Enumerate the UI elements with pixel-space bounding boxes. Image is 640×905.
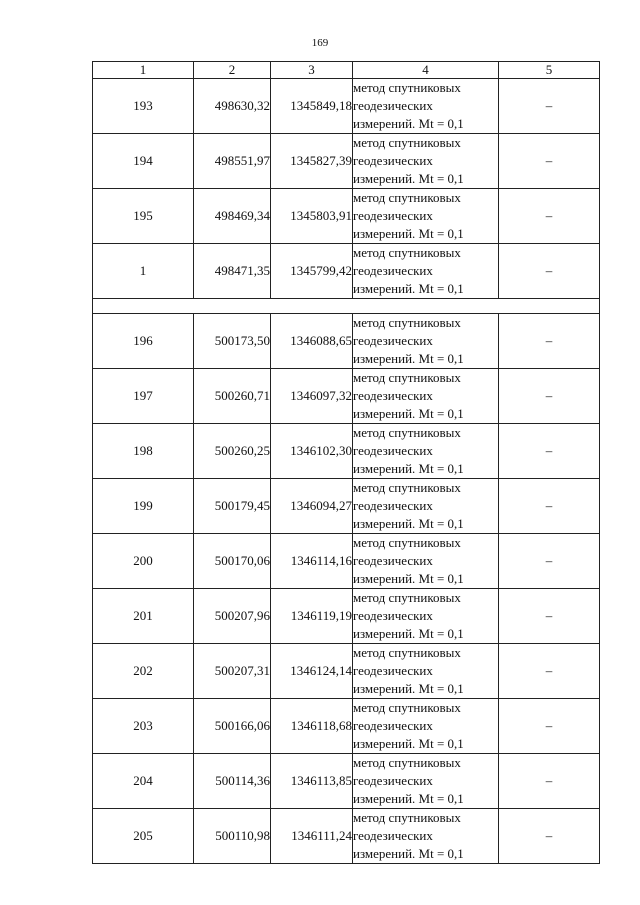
method-line: метод спутниковых <box>353 135 461 150</box>
accuracy-dash: – <box>499 754 600 809</box>
point-number: 198 <box>93 424 194 479</box>
table-row <box>93 809 600 864</box>
point-number: 201 <box>93 589 194 644</box>
coordinate-x: 500110,98 <box>194 809 271 864</box>
accuracy-dash: – <box>499 589 600 644</box>
section-separator-row <box>93 299 600 314</box>
method-description <box>353 589 499 644</box>
method-line: геодезических <box>353 498 433 513</box>
table-row <box>93 589 600 644</box>
coordinate-y: 1346119,19 <box>271 589 353 644</box>
method-description <box>353 699 499 754</box>
method-description <box>353 644 499 699</box>
accuracy-dash: – <box>499 534 600 589</box>
accuracy-dash: – <box>499 244 600 299</box>
method-description <box>353 809 499 864</box>
method-description <box>353 369 499 424</box>
coordinate-y: 1346097,32 <box>271 369 353 424</box>
method-description <box>353 534 499 589</box>
method-line: измерений. Mt = 0,1 <box>353 116 464 131</box>
coordinate-x: 500166,06 <box>194 699 271 754</box>
table-row <box>93 479 600 534</box>
coordinate-y: 1346118,68 <box>271 699 353 754</box>
method-line: измерений. Mt = 0,1 <box>353 791 464 806</box>
coordinate-x: 498469,34 <box>194 189 271 244</box>
table-row <box>93 699 600 754</box>
method-line: измерений. Mt = 0,1 <box>353 226 464 241</box>
method-line: геодезических <box>353 718 433 733</box>
method-line: измерений. Mt = 0,1 <box>353 461 464 476</box>
method-line: измерений. Mt = 0,1 <box>353 281 464 296</box>
accuracy-dash: – <box>499 314 600 369</box>
coordinate-x: 500114,36 <box>194 754 271 809</box>
coordinate-x: 500260,71 <box>194 369 271 424</box>
header-cell-5: 5 <box>499 62 600 79</box>
point-number: 193 <box>93 79 194 134</box>
method-line: метод спутниковых <box>353 425 461 440</box>
method-line: геодезических <box>353 98 433 113</box>
coordinate-x: 498630,32 <box>194 79 271 134</box>
accuracy-dash: – <box>499 369 600 424</box>
point-number: 196 <box>93 314 194 369</box>
method-description <box>353 424 499 479</box>
method-description <box>353 134 499 189</box>
point-number: 195 <box>93 189 194 244</box>
method-line: геодезических <box>353 828 433 843</box>
method-line: геодезических <box>353 553 433 568</box>
point-number: 204 <box>93 754 194 809</box>
method-line: геодезических <box>353 443 433 458</box>
point-number: 202 <box>93 644 194 699</box>
point-number: 203 <box>93 699 194 754</box>
method-line: метод спутниковых <box>353 645 461 660</box>
method-line: метод спутниковых <box>353 245 461 260</box>
header-cell-4: 4 <box>353 62 499 79</box>
method-line: измерений. Mt = 0,1 <box>353 171 464 186</box>
coordinate-y: 1346114,16 <box>271 534 353 589</box>
method-line: измерений. Mt = 0,1 <box>353 846 464 861</box>
coordinate-x: 498551,97 <box>194 134 271 189</box>
method-line: метод спутниковых <box>353 480 461 495</box>
table-header-row <box>93 62 600 79</box>
coordinate-y: 1345827,39 <box>271 134 353 189</box>
method-description <box>353 754 499 809</box>
method-description <box>353 244 499 299</box>
method-description <box>353 189 499 244</box>
header-cell-2: 2 <box>194 62 271 79</box>
method-line: метод спутниковых <box>353 190 461 205</box>
accuracy-dash: – <box>499 699 600 754</box>
coordinate-y: 1346111,24 <box>271 809 353 864</box>
coordinate-y: 1346102,30 <box>271 424 353 479</box>
method-line: геодезических <box>353 608 433 623</box>
method-line: геодезических <box>353 388 433 403</box>
method-line: метод спутниковых <box>353 315 461 330</box>
accuracy-dash: – <box>499 479 600 534</box>
method-description <box>353 314 499 369</box>
method-line: геодезических <box>353 208 433 223</box>
accuracy-dash: – <box>499 809 600 864</box>
method-line: измерений. Mt = 0,1 <box>353 406 464 421</box>
method-line: метод спутниковых <box>353 535 461 550</box>
accuracy-dash: – <box>499 644 600 699</box>
method-line: геодезических <box>353 263 433 278</box>
table-row <box>93 369 600 424</box>
method-line: измерений. Mt = 0,1 <box>353 351 464 366</box>
table-row <box>93 314 600 369</box>
coordinate-x: 498471,35 <box>194 244 271 299</box>
table-row <box>93 424 600 479</box>
method-line: измерений. Mt = 0,1 <box>353 736 464 751</box>
point-number: 1 <box>93 244 194 299</box>
table-row <box>93 754 600 809</box>
coordinates-table <box>92 61 600 864</box>
table-row <box>93 189 600 244</box>
coordinate-x: 500207,31 <box>194 644 271 699</box>
method-line: метод спутниковых <box>353 370 461 385</box>
table-row <box>93 534 600 589</box>
point-number: 200 <box>93 534 194 589</box>
method-line: измерений. Mt = 0,1 <box>353 626 464 641</box>
method-line: измерений. Mt = 0,1 <box>353 571 464 586</box>
method-line: метод спутниковых <box>353 700 461 715</box>
table-row <box>93 644 600 699</box>
point-number: 199 <box>93 479 194 534</box>
coordinate-y: 1346088,65 <box>271 314 353 369</box>
method-line: метод спутниковых <box>353 755 461 770</box>
accuracy-dash: – <box>499 424 600 479</box>
method-line: метод спутниковых <box>353 590 461 605</box>
coordinate-x: 500173,50 <box>194 314 271 369</box>
separator-cell <box>93 299 600 314</box>
method-line: измерений. Mt = 0,1 <box>353 516 464 531</box>
coordinate-y: 1346094,27 <box>271 479 353 534</box>
table-row <box>93 79 600 134</box>
header-cell-1: 1 <box>93 62 194 79</box>
method-line: метод спутниковых <box>353 810 461 825</box>
coordinate-y: 1345799,42 <box>271 244 353 299</box>
coordinate-x: 500260,25 <box>194 424 271 479</box>
point-number: 205 <box>93 809 194 864</box>
method-line: метод спутниковых <box>353 80 461 95</box>
accuracy-dash: – <box>499 189 600 244</box>
accuracy-dash: – <box>499 79 600 134</box>
coordinate-y: 1346113,85 <box>271 754 353 809</box>
coordinate-y: 1346124,14 <box>271 644 353 699</box>
method-line: геодезических <box>353 153 433 168</box>
coordinate-x: 500170,06 <box>194 534 271 589</box>
table-row <box>93 134 600 189</box>
page-number: 169 <box>311 37 329 49</box>
coordinate-y: 1345849,18 <box>271 79 353 134</box>
method-line: измерений. Mt = 0,1 <box>353 681 464 696</box>
header-cell-3: 3 <box>271 62 353 79</box>
method-description <box>353 79 499 134</box>
accuracy-dash: – <box>499 134 600 189</box>
method-line: геодезических <box>353 333 433 348</box>
method-line: геодезических <box>353 663 433 678</box>
coordinate-x: 500179,45 <box>194 479 271 534</box>
method-line: геодезических <box>353 773 433 788</box>
method-description <box>353 479 499 534</box>
table-row <box>93 244 600 299</box>
coordinate-x: 500207,96 <box>194 589 271 644</box>
point-number: 197 <box>93 369 194 424</box>
point-number: 194 <box>93 134 194 189</box>
coordinate-y: 1345803,91 <box>271 189 353 244</box>
